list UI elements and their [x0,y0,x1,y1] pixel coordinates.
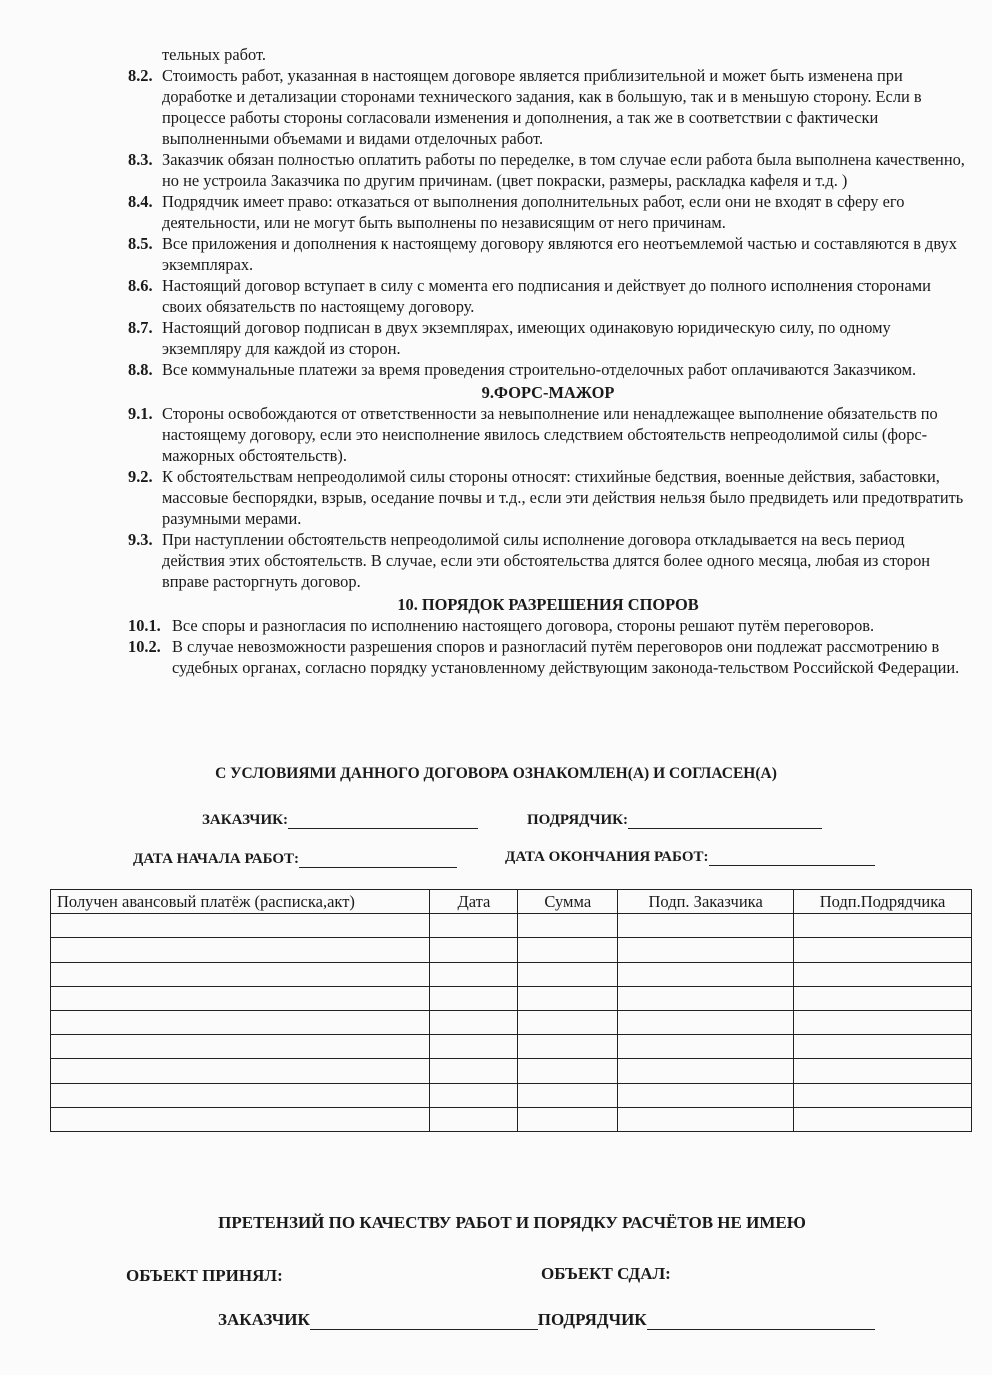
clause-text: Стоимость работ, указанная в настоящем договоре является приблизительной и может быть изменена при доработке и детализации сторонами технического задания, как в большую, так и в меньшую сторону. Если в процессе работы стороны согласовали изменения и дополнения, а так же в соответствии с фактически выполненными объемами и видами отделочных работ. [162,66,922,148]
table-cell[interactable] [51,986,430,1010]
clause-item [128,65,968,149]
table-cell[interactable] [518,1035,618,1059]
customer-label: ЗАКАЗЧИК: [202,812,288,828]
clause-number: 9.3. [128,530,153,549]
clause-text: Стороны освобождаются от ответственности за невыполнение или ненадлежащее выполнение обязательств по настоящему договору, если это неисполнение явилось следствием обстоятельств непреодолимой силы (форс-мажорных обстоятельств). [162,404,938,465]
contractor-label: ПОДРЯДЧИК: [527,812,629,828]
top-continuation: тельных работ. [162,45,266,64]
header-contractor-sign: Подп.Подрядчика [794,890,972,914]
start-date-label: ДАТА НАЧАЛА РАБОТ: [133,851,300,867]
header-sum: Сумма [518,890,618,914]
clause-item [128,403,968,466]
section-9-title: 9.ФОРС-МАЖОР [481,383,615,402]
clause-number: 8.6. [128,276,153,295]
header-date: Дата [430,890,518,914]
table-cell[interactable] [51,1059,430,1083]
clauses-block [128,44,968,678]
table-cell[interactable] [618,914,794,938]
clause-text: Все приложения и дополнения к настоящему договору являются его неотъемлемой частью и составляются в двух экземплярах. [162,234,957,274]
section-10-clauses [128,615,968,678]
table-cell[interactable] [430,914,518,938]
customer-signature [202,812,478,829]
header-advance: Получен авансовый платёж (расписка,акт) [51,890,430,914]
table-header-row [51,890,972,914]
table-cell[interactable] [794,962,972,986]
end-date [505,849,875,866]
table-cell[interactable] [430,938,518,962]
table-row [51,1035,972,1059]
table-cell[interactable] [794,1059,972,1083]
clause-item [128,615,968,636]
table-row [51,1107,972,1131]
clause-number: 10.1. [128,616,161,635]
table-cell[interactable] [518,962,618,986]
table-cell[interactable] [794,914,972,938]
clause-item [128,636,968,678]
clause-number: 8.2. [128,66,153,85]
table-cell[interactable] [51,1083,430,1107]
clause-text: Все коммунальные платежи за время проведения строительно-отделочных работ оплачиваются Заказчиком. [162,360,917,379]
end-date-label: ДАТА ОКОНЧАНИЯ РАБОТ: [505,849,709,865]
contractor-signature-blank[interactable] [628,814,822,829]
table-row [51,1083,972,1107]
clause-number: 9.1. [128,404,153,423]
table-cell[interactable] [618,1083,794,1107]
table-cell[interactable] [518,938,618,962]
handover-contractor-blank[interactable] [647,1315,875,1330]
section-8-clauses [128,65,968,380]
clause-number: 8.7. [128,318,153,337]
clause-text: Настоящий договор вступает в силу с момента его подписания и действует до полного исполнения сторонами своих обязательств по настоящему договору. [162,276,931,316]
section-10-title: 10. ПОРЯДОК РАЗРЕШЕНИЯ СПОРОВ [397,595,699,614]
customer-signature-blank[interactable] [288,814,478,829]
clause-item [128,275,968,317]
table-row [51,938,972,962]
clause-item [128,233,968,275]
table-cell[interactable] [430,962,518,986]
clause-item [128,529,968,592]
clause-number: 10.2. [128,637,161,656]
object-delivered-label: ОБЪЕКТ СДАЛ: [541,1264,671,1283]
clause-number: 8.4. [128,192,153,211]
clause-text: К обстоятельствам непреодолимой силы стороны относят: стихийные бедствия, военные действия, забастовки, массовые беспорядки, взрыв, оседание почвы и т.д., если эти действия нельзя было предвидеть или предотвратить разумными мерами. [162,467,964,528]
table-cell[interactable] [618,1107,794,1131]
clause-number: 9.2. [128,467,153,486]
no-claims-statement: ПРЕТЕНЗИЙ ПО КАЧЕСТВУ РАБОТ И ПОРЯДКУ РАСЧЁТОВ НЕ ИМЕЮ [218,1213,806,1232]
table-cell[interactable] [51,1035,430,1059]
table-cell[interactable] [794,1107,972,1131]
table-row [51,1059,972,1083]
table-cell[interactable] [794,1083,972,1107]
table-cell[interactable] [430,1107,518,1131]
clause-item [128,359,968,380]
end-date-blank[interactable] [709,851,875,866]
table-cell[interactable] [430,1035,518,1059]
handover-contractor-label: ПОДРЯДЧИК [537,1310,647,1329]
table-row [51,962,972,986]
handover-customer-label: ЗАКАЗЧИК [218,1310,310,1329]
agreement-heading: С УСЛОВИЯМИ ДАННОГО ДОГОВОРА ОЗНАКОМЛЕН(А) И СОГЛАСЕН(А) [215,765,777,782]
table-cell[interactable] [518,1107,618,1131]
table-cell[interactable] [794,986,972,1010]
object-accepted-label: ОБЪЕКТ ПРИНЯЛ: [126,1266,283,1285]
handover-customer-signature [218,1310,875,1330]
clause-item [128,149,968,191]
clause-text: Все споры и разногласия по исполнению настоящего договора, стороны решают путём переговоров. [172,616,875,635]
table-cell[interactable] [618,1035,794,1059]
table-cell[interactable] [430,1010,518,1034]
clause-item [128,317,968,359]
table-cell[interactable] [618,986,794,1010]
clause-item [128,191,968,233]
contractor-signature [527,812,822,829]
table-cell[interactable] [430,1059,518,1083]
clause-number: 8.3. [128,150,153,169]
table-row [51,914,972,938]
table-cell[interactable] [518,1010,618,1034]
table-cell[interactable] [794,938,972,962]
table-cell[interactable] [51,1107,430,1131]
clause-text: Настоящий договор подписан в двух экземплярах, имеющих одинаковую юридическую силу, по одному экземпляру для каждой из сторон. [162,318,891,358]
clause-text: При наступлении обстоятельств непреодолимой силы исполнение договора откладывается на весь период действия этих обстоятельств. В случае, если эти обстоятельства длятся более одного месяца, любая из сторон вправе расторгнуть договор. [162,530,931,591]
table-cell[interactable] [51,938,430,962]
start-date [133,851,457,868]
table-cell[interactable] [518,1083,618,1107]
table-cell[interactable] [518,1059,618,1083]
table-cell[interactable] [430,986,518,1010]
table-cell[interactable] [51,962,430,986]
table-body [51,914,972,1132]
table-cell[interactable] [430,1083,518,1107]
table-cell[interactable] [794,1010,972,1034]
table-row [51,986,972,1010]
advance-payment-table [50,889,972,1132]
clause-text: Подрядчик имеет право: отказаться от выполнения дополнительных работ, если они не входят в сферу его деятельности, или не могут быть выполнены по независящим от него причинам. [162,192,905,232]
clause-item [128,466,968,529]
table-row [51,1010,972,1034]
table-cell[interactable] [518,986,618,1010]
table-cell[interactable] [618,1010,794,1034]
clause-number: 8.5. [128,234,153,253]
section-9-clauses [128,403,968,592]
table-cell[interactable] [518,914,618,938]
clause-text: Заказчик обязан полностью оплатить работы по переделке, в том случае если работа была выполнена качественно, но не устроила Заказчика по другим причинам. (цвет покраски, размеры, раскладка кафеля и т.д. ) [162,150,965,190]
table-cell[interactable] [618,962,794,986]
table-cell[interactable] [618,1059,794,1083]
table-cell[interactable] [51,914,430,938]
clause-number: 8.8. [128,360,153,379]
table-cell[interactable] [51,1010,430,1034]
start-date-blank[interactable] [299,853,457,868]
handover-customer-blank[interactable] [310,1315,538,1330]
table-cell[interactable] [618,938,794,962]
table-cell[interactable] [794,1035,972,1059]
clause-text: В случае невозможности разрешения споров и разногласий путём переговоров они подлежат рассмотрению в судебных органах, согласно порядку установленному действующим законода-тельством Российской Федерации. [172,637,960,677]
header-customer-sign: Подп. Заказчика [618,890,794,914]
